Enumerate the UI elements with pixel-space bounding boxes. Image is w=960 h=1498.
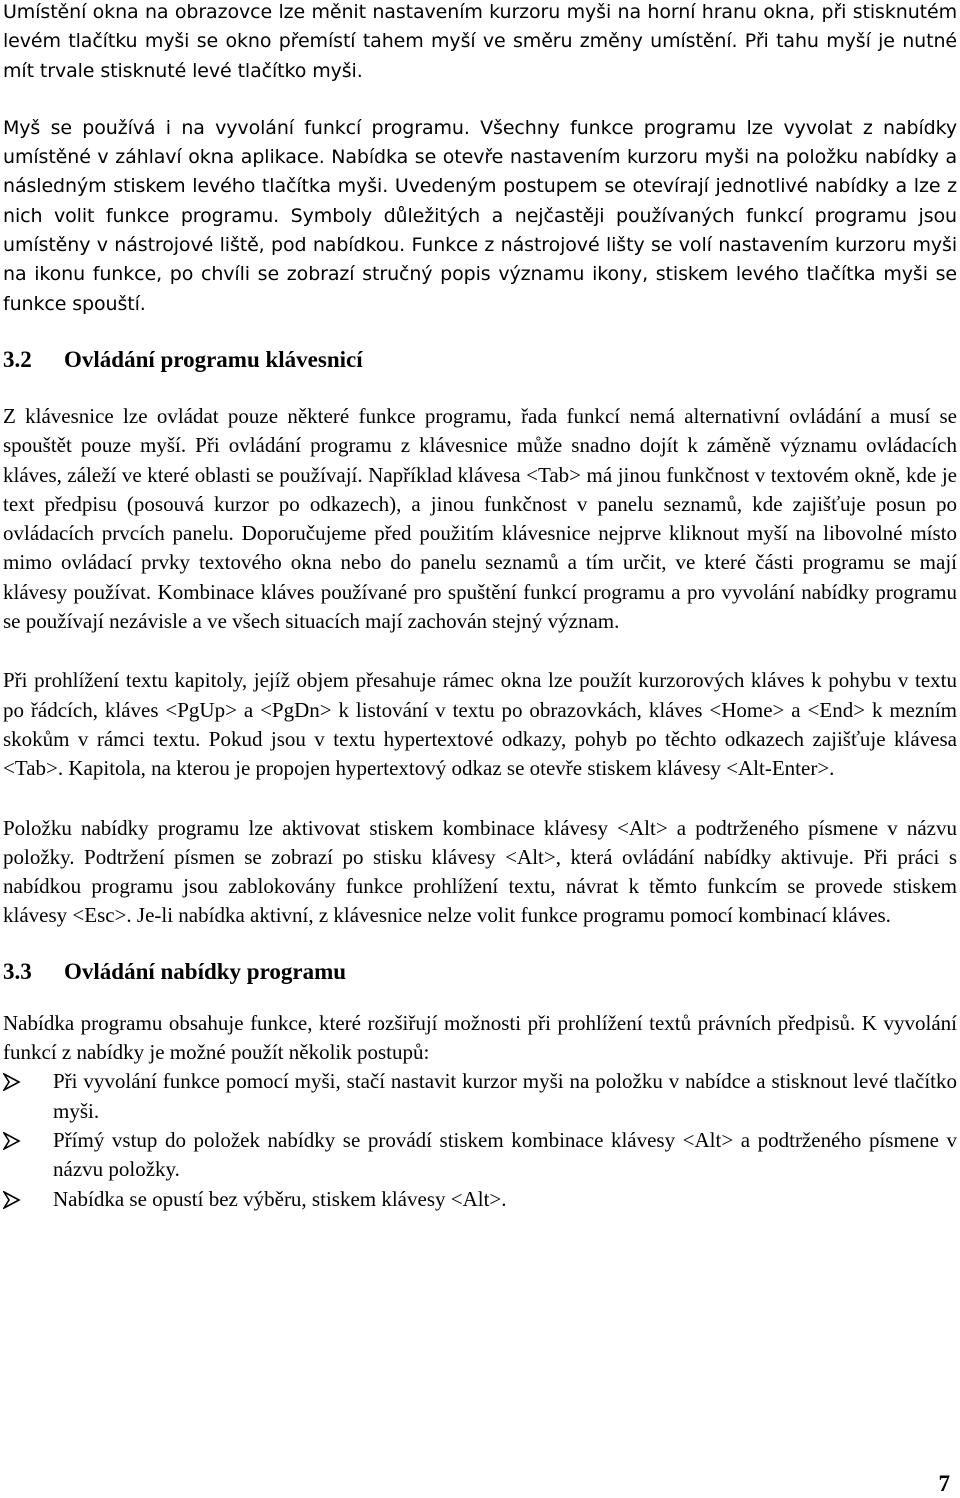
section-heading-3-2 bbox=[3, 345, 957, 375]
arrow-bullet-icon bbox=[3, 1067, 53, 1096]
section-heading-3-3 bbox=[3, 957, 957, 987]
page-number: 7 bbox=[938, 1471, 950, 1496]
paragraph-text-navigation: Při prohlížení textu kapitoly, jejíž objem přesahuje rámec okna lze použít kurzorových kláves k pohybu v textu po řádcích, kláves <PgUp> a <PgDn> k listování v textu po obrazovkách, kláves <Home> a <End> k mezním skokům v rámci textu. Pokud jsou v textu hypertextové odkazy, pohyb po těchto odkazech zajišťuje klávesa <Tab>. Kapitola, na kterou je propojen hypertextový odkaz se otevře stiskem klávesy <Alt-Enter>. bbox=[3, 668, 957, 781]
list-item-text: Při vyvolání funkce pomocí myši, stačí nastavit kurzor myši na položku v nabídce a stisknout levé tlačítko myši. bbox=[53, 1069, 957, 1123]
page-content bbox=[3, 0, 957, 1214]
section-number: 3.3 bbox=[3, 958, 32, 984]
list-item bbox=[3, 1185, 957, 1214]
section-number: 3.2 bbox=[3, 346, 32, 372]
section-title: Ovládání nabídky programu bbox=[64, 958, 347, 984]
list-item-text: Přímý vstup do položek nabídky se provádí stiskem kombinace klávesy <Alt> a podtrženého písmene v názvu položky. bbox=[53, 1127, 957, 1182]
list-item bbox=[3, 1126, 957, 1185]
list-item bbox=[3, 1067, 957, 1126]
arrow-bullet-icon bbox=[3, 1185, 53, 1214]
list-item-text: Nabídka se opustí bez výběru, stiskem klávesy <Alt>. bbox=[53, 1186, 507, 1211]
paragraph-keyboard-control: Z klávesnice lze ovládat pouze některé funkce programu, řada funkcí nemá alternativní ovládání a musí se spouštět pouze myší. Při ovládání programu z klávesnice může snadno dojít k záměně významu ovládacích kláves, záleží ve které oblasti se používají. Například klávesa <Tab> má jinou funkčnost v textovém okně, kde je text předpisu (posouvá kurzor po odkazech), a jinou funkčnost v panelu seznamů, kde zajišťuje posun po ovládacích prvcích panelu. Doporučujeme před použitím klávesnice nejprve kliknout myší na libovolné místo mimo ovládací prvky textového okna nebo do panelu seznamů a tím určit, ve které části programu se mají klávesy používat. Kombinace kláves používané pro spuštění funkcí programu a pro vyvolání nabídky programu se používají nezávisle a ve všech situacích mají zachován stejný význam. bbox=[3, 403, 957, 634]
paragraph-mouse-functions: Myš se používá i na vyvolání funkcí programu. Všechny funkce programu lze vyvolat z nabídky umístěné v záhlaví okna aplikace. Nabídka se otevře nastavením kurzoru myši na položku nabídky a následným stiskem levého tlačítka myši. Uvedeným postupem se otevírají jednotlivé nabídky a lze z nich volit funkce programu. Symboly důležitých a nejčastěji používaných funkcí programu jsou umístěny v nástrojové liště, pod nabídkou. Funkce z nástrojové lišty se volí nastavením kurzoru myši na ikonu funkce, po chvíli se zobrazí stručný popis významu ikony, stiskem levého tlačítka myši se funkce spouští. bbox=[3, 116, 957, 315]
paragraph-menu-intro: Nabídka programu obsahuje funkce, které rozšiřují možnosti při prohlížení textů právních předpisů. K vyvolání funkcí z nabídky je možné použít několik postupů: bbox=[3, 1010, 957, 1065]
arrow-bullet-icon bbox=[3, 1126, 53, 1155]
bullet-list bbox=[3, 1067, 957, 1213]
section-title: Ovládání programu klávesnicí bbox=[64, 346, 363, 372]
paragraph-window-position: Umístění okna na obrazovce lze měnit nastavením kurzoru myši na horní hranu okna, při stisknutém levém tlačítku myši se okno přemístí tahem myší ve směru změny umístění. Při tahu myší je nutné mít trvale stisknuté levé tlačítko myši. bbox=[3, 1, 957, 82]
paragraph-menu-activation: Položku nabídky programu lze aktivovat stiskem kombinace klávesy <Alt> a podtrženého písmene v názvu položky. Podtržení písmen se zobrazí po stisku klávesy <Alt>, která ovládání nabídky aktivuje. Při práci s nabídkou programu jsou zablokovány funkce prohlížení textu, návrat k těmto funkcím se provede stiskem klávesy <Esc>. Je-li nabídka aktivní, z klávesnice nelze volit funkce programu pomocí kombinací kláves. bbox=[3, 815, 957, 928]
